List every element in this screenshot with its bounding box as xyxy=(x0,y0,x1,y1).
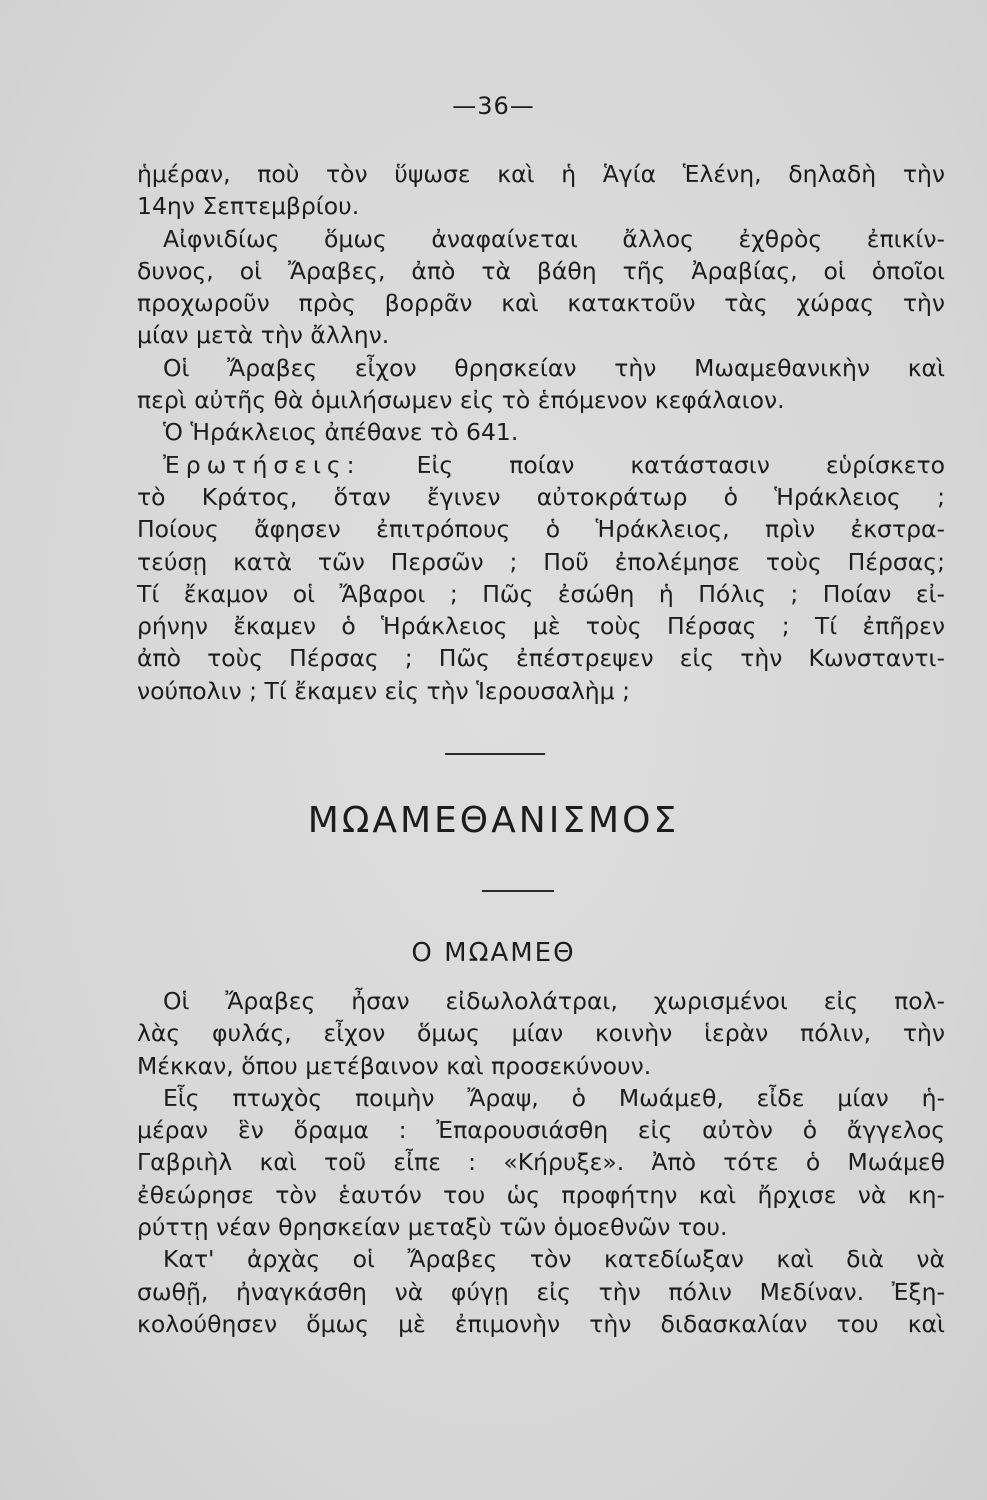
text-line: Κατ' ἀρχὰς οἱ Ἄραβες τὸν κατεδίωξαν καὶ διὰ νὰ xyxy=(163,1245,945,1274)
text-line: τεύσῃ κατὰ τῶν Περσῶν ; Ποῦ ἐπολέμησε τοὺς Πέρσας; xyxy=(137,547,945,576)
text-line: λὰς φυλάς, εἶχον ὅμως μίαν κοινὴν ἱερὰν πόλιν, τὴν xyxy=(137,1019,945,1048)
text-line: Τί ἔκαμον οἱ Ἄβαροι ; Πῶς ἐσώθη ἡ Πόλις ; Ποίαν εἰ- xyxy=(137,579,945,608)
text-line: ἡμέραν, ποὺ τὸν ὕψωσε καὶ ἡ Ἁγία Ἑλένη, δηλαδὴ τὴν xyxy=(137,160,945,188)
text-line: δυνος, οἱ Ἄραβες, ἀπὸ τὰ βάθη τῆς Ἀραβίας, οἱ ὁποῖοι xyxy=(137,256,945,285)
text-line: μέραν ἓν ὅραμα : Ἐπαρουσιάσθη εἰς αὐτὸν ὁ ἄγγελος xyxy=(137,1116,945,1145)
chapter-title: ΜΩΑΜΕΘΑΝΙΣΜΟΣ xyxy=(307,800,680,841)
questions-label: Ἐρωτήσεις: xyxy=(163,450,361,479)
page-number: —36— xyxy=(452,92,535,120)
text-line: Οἱ Ἄραβες εἶχον θρησκείαν τὴν Μωαμεθανικὴν καὶ xyxy=(163,353,945,382)
text-line: νούπολιν ; Τί ἔκαμεν εἰς τὴν Ἱερουσαλὴμ ; xyxy=(137,676,631,705)
text-line: 14ην Σεπτεμβρίου. xyxy=(137,192,360,221)
text-line: Εἷς πτωχὸς ποιμὴν Ἄραψ, ὁ Μωάμεθ, εἶδε μίαν ἡ- xyxy=(163,1083,945,1112)
divider-rule-top xyxy=(445,753,545,755)
text-line: Αἰφνιδίως ὅμως ἀναφαίνεται ἄλλος ἐχθρὸς ἐπικίν- xyxy=(163,224,945,253)
text-line: Μέκκαν, ὅπου μετέβαινον καὶ προσεκύνουν. xyxy=(137,1051,652,1080)
text-line: τὸ Κράτος, ὅταν ἔγινεν αὐτοκράτωρ ὁ Ἡράκλειος ; xyxy=(137,482,945,511)
subchapter-title: Ο ΜΩΑΜΕΘ xyxy=(411,938,576,968)
text-line: Ὁ Ἡράκλειος ἀπέθανε τὸ 641. xyxy=(163,418,519,447)
text-line: περὶ αὐτῆς θὰ ὁμιλήσωμεν εἰς τὸ ἑπόμενον κεφάλαιον. xyxy=(137,386,785,415)
text-line: ρύττῃ νέαν θρησκείαν μεταξὺ τῶν ὁμοεθνῶν του. xyxy=(137,1213,728,1242)
text-line: προχωροῦν πρὸς βορρᾶν καὶ κατακτοῦν τὰς χώρας τὴν xyxy=(137,289,945,318)
text-line: ρήνην ἔκαμεν ὁ Ἡράκλειος μὲ τοὺς Πέρσας ; Τί ἐπῆρεν xyxy=(137,612,945,641)
text-line: ἐθεώρησε τὸν ἑαυτόν του ὡς προφήτην καὶ ἤρχισε νὰ κη- xyxy=(137,1180,945,1209)
questions-first-line xyxy=(137,449,945,481)
text-block-bottom xyxy=(137,985,945,1340)
text-line: ἀπὸ τοὺς Πέρσας ; Πῶς ἐπέστρεψεν εἰς τὴν Κωνσταντι- xyxy=(137,644,945,673)
divider-rule-bottom xyxy=(482,890,554,892)
text-line: σωθῇ, ἠναγκάσθη νὰ φύγῃ εἰς τὴν πόλιν Μεδίναν. Ἐξη- xyxy=(137,1277,945,1306)
text-line: Γαβριὴλ καὶ τοῦ εἶπε : «Κήρυξε». Ἀπὸ τότε ὁ Μωάμεθ xyxy=(137,1148,945,1177)
text-line: Οἱ Ἄραβες ἦσαν εἰδωλολάτραι, χωρισμένοι εἰς πολ- xyxy=(163,987,945,1015)
text-block-top xyxy=(137,158,945,707)
text-line: Ποίους ἄφησεν ἐπιτρόπους ὁ Ἡράκλειος, πρὶν ἐκστρα- xyxy=(137,515,945,544)
text-line: Εἰς ποίαν κατάστασιν εὑρίσκετο xyxy=(416,450,945,479)
text-line: κολούθησεν ὅμως μὲ ἐπιμονὴν τὴν διδασκαλίαν του καὶ xyxy=(137,1309,945,1338)
text-line: μίαν μετὰ τὴν ἄλλην. xyxy=(137,321,390,350)
